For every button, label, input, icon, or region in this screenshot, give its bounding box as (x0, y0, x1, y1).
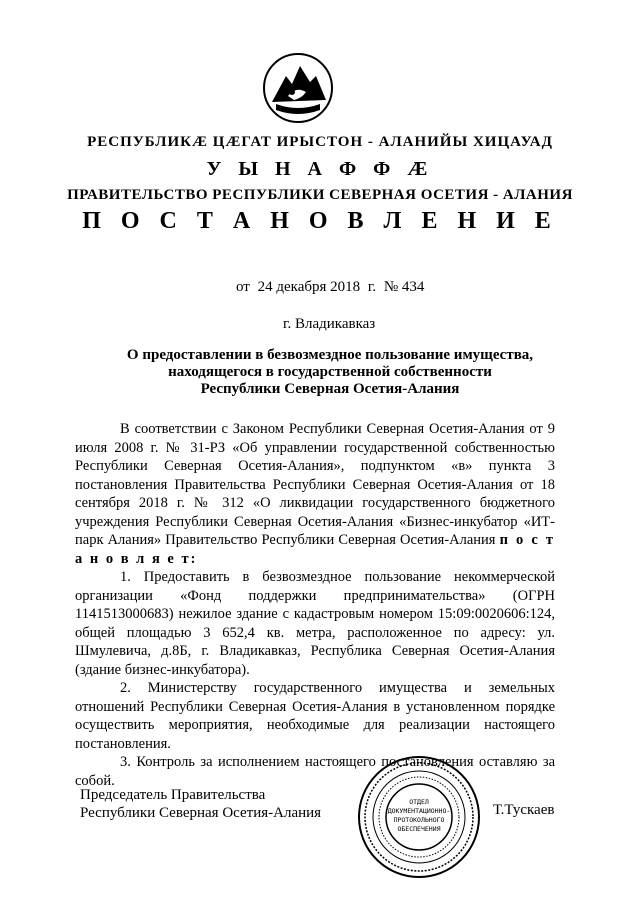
svg-text:ДОКУМЕНТАЦИОННО-: ДОКУМЕНТАЦИОННО- (387, 807, 451, 815)
preamble-paragraph (75, 420, 555, 568)
date-prefix: от (236, 279, 250, 295)
city-name: г. Владикавказ (283, 316, 376, 332)
svg-text:ПРОТОКОЛЬНОГО: ПРОТОКОЛЬНОГО (393, 816, 445, 824)
position-line: Республики Северная Осетия-Алания (80, 805, 322, 821)
year-suffix: г. (367, 279, 377, 295)
decree-date: 24 декабря 2018 (257, 279, 361, 295)
clause-paragraph: 1. Предоставить в безвозмездное пользование некоммерческой организации «Фонд поддержки предпринимательства» (ОГРН 1141513000683) нежилое здание с кадастровым номером 15:09:0020606:124, общей площадью 3 652,4 кв. метра, расположенное по адресу: ул. Шмулевича, д.8Б, г. Владикавказ, Республика Северная Осетия-Алания (здание бизнес-инкубатора). (75, 569, 555, 678)
clause-paragraph: 2. Министерству государственного имущества и земельных отношений Республики Северная Осетия-Алания в установленном порядке осуществить мероприятия, необходимые для реализации настоящего постановления. (75, 680, 555, 752)
clause-paragraph: 3. Контроль за исполнением настоящего постановления оставляю за собой. (75, 754, 555, 789)
document-title (110, 347, 550, 398)
title-line: Республики Северная Осетия-Алания (200, 381, 460, 397)
svg-text:ОТДЕЛ: ОТДЕЛ (409, 798, 429, 806)
official-stamp-icon (356, 754, 482, 880)
ossetian-government-heading: РЕСПУБЛИКӔ ЦӔГАТ ИРЫСТОН - АЛАНИЙЫ ХИЦАУАД (87, 134, 553, 150)
government-heading: ПРАВИТЕЛЬСТВО РЕСПУБЛИКИ СЕВЕРНАЯ ОСЕТИЯ - АЛАНИЯ (67, 187, 573, 203)
svg-text:ОБЕСПЕЧЕНИЯ: ОБЕСПЕЧЕНИЯ (397, 825, 441, 833)
coat-of-arms-icon (262, 52, 334, 124)
signatory-position (80, 786, 321, 822)
ossetian-decree-heading: У Ы Н А Ф Ф Ӕ (206, 158, 434, 180)
title-line: находящегося в государственной собственности (168, 364, 492, 380)
preamble-text: В соответствии с Законом Республики Северная Осетия-Алания от 9 июля 2008 г. № 31-РЗ «Об управлении государственной собственностью Республики Северная Осетия-Алания», подпунктом «в» пункта 3 постановления Правительства Республики Северная Осетия-Алания от 18 сентября 2018 г. № 312 «О ликвидации государственного бюджетного учреждения Республики Северная Осетия-Алания «Бизнес-инкубатор «ИТ-парк Алания» Правительство Республики Северная Осетия-Алания (75, 421, 555, 548)
resolves-word: п о с т а н о в л я е т: (75, 532, 555, 567)
signatory-name: Т.Тускаев (493, 802, 555, 818)
decree-number: № 434 (383, 279, 425, 295)
position-line: Председатель Правительства (80, 787, 266, 803)
title-line: О предоставлении в безвозмездное пользование имущества, (126, 347, 534, 363)
document-body (75, 420, 555, 790)
decree-date-line (236, 279, 428, 296)
decree-heading: П О С Т А Н О В Л Е Н И Е (82, 208, 558, 234)
